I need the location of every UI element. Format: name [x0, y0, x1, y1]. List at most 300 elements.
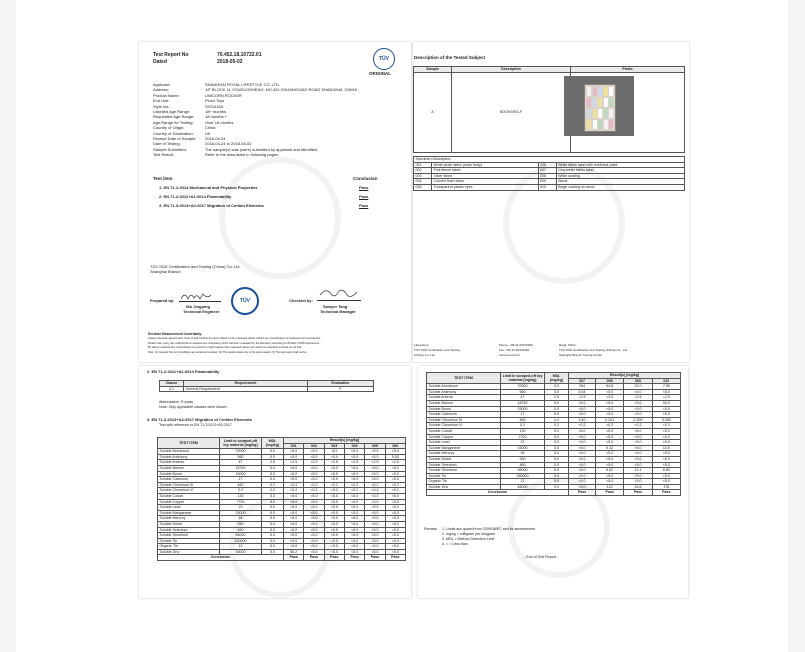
- sample-id: A: [414, 73, 452, 153]
- table-cell: <0.2: [324, 482, 344, 488]
- plush-toy-figure: [609, 98, 613, 107]
- table-cell: <5.0: [365, 549, 385, 555]
- sample-col-header: 001: [284, 443, 304, 449]
- sample-col-header: 009: [624, 378, 652, 384]
- plush-toy-figure: [593, 120, 597, 129]
- table-cell: <2.5: [344, 460, 364, 466]
- table-cell: Soluble Aluminium: [427, 384, 501, 390]
- checked-by-label: Checked by:: [289, 298, 313, 303]
- table-cell: Soluble Nickel: [427, 456, 501, 462]
- remark-line: 2. mg/kg = milligram per kilogram: [442, 532, 496, 536]
- field-key: Date of Testing:: [153, 141, 181, 147]
- field-value: S0110165: [205, 103, 223, 109]
- table-cell: <5.0: [365, 533, 385, 539]
- table-cell: 6.62: [596, 468, 624, 474]
- applicant-details: [153, 82, 403, 158]
- footer-line: Shanghai Branch Testing Center: [559, 353, 603, 357]
- table-cell: <5.0: [304, 477, 324, 483]
- checked-name: Sawyer Tang: [323, 304, 348, 309]
- field-row: [153, 152, 403, 157]
- table-cell: <5.0: [304, 521, 324, 527]
- table-cell: 130: [220, 493, 262, 499]
- field-key: Applicant:: [153, 82, 171, 87]
- table-cell: <5.0: [596, 440, 624, 446]
- specimen-cell: 003: [414, 173, 432, 179]
- table-cell: 5.54: [569, 389, 596, 395]
- sample-col-header: 002: [304, 443, 324, 449]
- specimen-table: [413, 156, 685, 191]
- sample-description: BOOKSHELF: [452, 73, 571, 153]
- table-cell: <0.2: [624, 423, 652, 429]
- table-cell: <5.0: [344, 516, 364, 522]
- table-cell: <5.0: [324, 544, 344, 550]
- table-cell: 0.2: [545, 417, 569, 423]
- table-cell: Soluble Copper: [427, 434, 501, 440]
- col-requirement: Requirement: [184, 381, 308, 387]
- disclaimer-line: Note: (1) General Terms & Conditions as mentioned overleaf. (2) The results relate only to the items tested. (3) The test report shall not be: [148, 350, 307, 354]
- table-cell: 5.0: [262, 544, 284, 550]
- specimen-cell: 006: [538, 162, 556, 168]
- table-cell: Soluble Tin: [427, 473, 501, 479]
- table-cell: 131: [324, 449, 344, 455]
- result-header: Result(s) [mg/kg]: [569, 373, 681, 379]
- table-cell: 5.0: [545, 406, 569, 412]
- table-cell: <5.0: [344, 510, 364, 516]
- table-cell: <0.2: [596, 423, 624, 429]
- migration-results-table-1: [157, 437, 406, 561]
- plush-toy-figure: [604, 109, 608, 118]
- table-cell: <5.0: [385, 505, 405, 511]
- table-cell: <5.0: [569, 406, 596, 412]
- table-cell: <0.2: [324, 488, 344, 494]
- report-page-results-1: [139, 366, 411, 598]
- specimen-cell: Wood: [556, 179, 684, 185]
- table-cell: <5.0: [344, 538, 364, 544]
- table-cell: 12: [220, 544, 262, 550]
- table-cell: <5.0: [304, 499, 324, 505]
- table-cell: Soluble Lead: [158, 505, 220, 511]
- table-cell: <5.0: [284, 521, 304, 527]
- table-cell: <5.0: [344, 471, 364, 477]
- conclusion-cell: Pass: [385, 555, 405, 561]
- table-cell: 10.5: [652, 445, 680, 451]
- table-cell: 94: [501, 451, 545, 457]
- tuv-logo-icon: TÜV: [373, 48, 395, 70]
- specimen-cell: White seating: [556, 173, 684, 179]
- field-key: Style No.:: [153, 103, 171, 109]
- field-key: Age Range for Testing:: [153, 119, 194, 125]
- table-cell: 15000: [501, 406, 545, 412]
- table-cell: <0.2: [344, 488, 364, 494]
- table-cell: <5.0: [365, 454, 385, 460]
- table-cell: <5.0: [596, 400, 624, 406]
- disclaimer-line: By taking measurement uncertainties into account it might happen that measured values can neither be assessed as Pass nor as Fail.: [148, 346, 302, 349]
- table-cell: Soluble Cadmium: [427, 412, 501, 418]
- report-page-results-2: [418, 366, 688, 598]
- col-header: Limit in scraped-off toy material [mg/kg]: [220, 438, 262, 449]
- remark-line: 4. < = Less than: [442, 542, 468, 546]
- conclusion-label: Conclusion: [158, 555, 284, 561]
- table-cell: <0.2: [284, 482, 304, 488]
- table-cell: 5.0: [545, 456, 569, 462]
- table-cell: 46000: [501, 484, 545, 490]
- table-cell: <5.0: [624, 406, 652, 412]
- table-cell: <5.0: [304, 544, 324, 550]
- table-cell: <5.0: [365, 493, 385, 499]
- watermark: [219, 157, 341, 279]
- specimen-cell: White plush fabric (main body): [432, 162, 539, 168]
- field-value: 2018-04-24 to 2018-05-02: [205, 141, 252, 147]
- specimen-cell: 009: [538, 179, 556, 185]
- col-description: Description: [452, 67, 571, 73]
- table-cell: <5.0: [385, 465, 405, 471]
- remark-label: Remark:: [424, 527, 438, 531]
- table-cell: 5.0: [545, 412, 569, 418]
- table-cell: <5.0: [304, 538, 324, 544]
- table-cell: <0.2: [304, 482, 324, 488]
- sample-col-header: 008: [596, 378, 624, 384]
- dated: 2018-05-02: [217, 59, 243, 65]
- table-cell: <5.0: [344, 499, 364, 505]
- table-cell: <5.0: [569, 400, 596, 406]
- table-cell: 0.201: [596, 417, 624, 423]
- table-cell: 394: [569, 384, 596, 390]
- field-key: Country of Destination:: [153, 130, 194, 136]
- specimen-cell: 008: [538, 173, 556, 179]
- table-cell: Soluble Barium: [158, 465, 220, 471]
- footer-line: Fax: +86 21 60376360: [499, 348, 530, 352]
- table-cell: <5.0: [324, 477, 344, 483]
- table-cell: <5.0: [385, 477, 405, 483]
- table-cell: 15000: [220, 471, 262, 477]
- specimen-cell: Silver fabric: [432, 173, 539, 179]
- specimen-cell: Pink fleece fabric: [432, 168, 539, 174]
- table-cell: Soluble Tin: [158, 538, 220, 544]
- table-cell: <5.0: [284, 499, 304, 505]
- table-cell: <5.0: [344, 454, 364, 460]
- prepared-name: Wu Jingping: [186, 304, 210, 309]
- table-cell: <5.0: [596, 473, 624, 479]
- table-cell: 3.40: [569, 417, 596, 423]
- table-cell: <5.0: [304, 549, 324, 555]
- table-cell: <5.0: [385, 538, 405, 544]
- flammability-title: 2. EN 71-2:2011+A1:2014 Flammability: [147, 369, 220, 374]
- table-cell: <5.0: [284, 544, 304, 550]
- table-cell: <5.0: [569, 479, 596, 485]
- test-name: 3. EN 71-3:2013+A2:2017 Migration of Certain Elements: [159, 203, 264, 208]
- conclusion-row: [427, 490, 681, 496]
- table-cell: <5.0: [365, 544, 385, 550]
- field-value: China: [205, 125, 216, 131]
- table-cell: <5.0: [652, 428, 680, 434]
- disclaimer-line: Unless otherwise agreed upon, Pass or Fail verdicts are given based on the measured values without any consideration of measurement uncertainties.: [148, 337, 322, 340]
- table-cell: <2.5: [284, 460, 304, 466]
- table-cell: <5.0: [385, 499, 405, 505]
- checked-title: Technical Manager: [320, 309, 356, 314]
- table-cell: <5.0: [385, 493, 405, 499]
- table-cell: <5.0: [652, 473, 680, 479]
- table-cell: 5.0: [545, 468, 569, 474]
- table-cell: 5.0: [545, 484, 569, 490]
- test-result: Pass: [359, 194, 369, 199]
- sample-col-header: 005: [365, 443, 385, 449]
- table-cell: 15000: [501, 445, 545, 451]
- field-value: 18 months +: [205, 114, 228, 120]
- table-cell: <5.0: [304, 454, 324, 460]
- footer-line: Regd. Office:: [559, 343, 577, 347]
- table-cell: Soluble Cobalt: [158, 493, 220, 499]
- table-cell: <5.0: [385, 471, 405, 477]
- table-cell: Organic Tin: [158, 544, 220, 550]
- table-cell: <5.0: [304, 510, 324, 516]
- field-value: 2018-04-24: [205, 136, 226, 142]
- table-cell: <5.0: [304, 465, 324, 471]
- table-cell: <5.0: [624, 462, 652, 468]
- table-cell: Soluble Aluminium: [158, 449, 220, 455]
- table-cell: Soluble Strontium: [158, 533, 220, 539]
- sample-col-header: 006: [385, 443, 405, 449]
- table-cell: <5.0: [652, 406, 680, 412]
- table-cell: 460: [501, 417, 545, 423]
- table-cell: <5.0: [324, 533, 344, 539]
- table-cell: <5.0: [569, 445, 596, 451]
- table-cell: 5.0: [545, 434, 569, 440]
- table-cell: 5.0: [545, 451, 569, 457]
- table-cell: <5.0: [596, 462, 624, 468]
- field-value: Over 18 months: [205, 119, 234, 125]
- plush-toy-figure: [587, 98, 591, 107]
- table-cell: <5.0: [624, 445, 652, 451]
- col-clause: Clause: [160, 381, 184, 387]
- table-cell: Soluble Selenium: [427, 462, 501, 468]
- report-page-cover: [139, 42, 411, 362]
- plush-toy-figure: [593, 98, 597, 107]
- table-cell: <5.0: [624, 389, 652, 395]
- test-name: 1. EN 71-1:2014 Mechanical and Physical Properties: [159, 185, 258, 190]
- table-cell: 54.3: [652, 400, 680, 406]
- table-cell: <5.0: [569, 428, 596, 434]
- table-cell: <5.0: [324, 505, 344, 511]
- table-cell: <5.0: [365, 499, 385, 505]
- table-cell: 5.0: [545, 384, 569, 390]
- table-cell: <2.5: [569, 395, 596, 401]
- table-cell: <2.5: [304, 460, 324, 466]
- table-cell: <5.0: [324, 493, 344, 499]
- table-cell: <5.0: [284, 533, 304, 539]
- table-cell: <5.0: [596, 456, 624, 462]
- specimen-cell: 010: [538, 184, 556, 190]
- table-cell: <5.0: [365, 449, 385, 455]
- plush-toy-figure: [587, 109, 591, 118]
- table-cell: 5.0: [262, 549, 284, 555]
- table-cell: <5.0: [365, 465, 385, 471]
- conclusion-label: Conclusion: [427, 490, 569, 496]
- plush-toy-figure: [587, 120, 591, 129]
- table-cell: <5.0: [344, 533, 364, 539]
- table-cell: 5.0: [262, 505, 284, 511]
- sample-col-header: 010: [652, 378, 680, 384]
- table-cell: <5.0: [304, 493, 324, 499]
- table-cell: Soluble Mercury: [427, 451, 501, 457]
- table-cell: <5.0: [569, 440, 596, 446]
- table-cell: 180000: [220, 538, 262, 544]
- table-cell: 54.8: [596, 384, 624, 390]
- specimen-cell: 007: [538, 168, 556, 174]
- specimen-title: Specimen Description: [414, 157, 685, 163]
- col-evaluation: Evaluation: [308, 381, 374, 387]
- table-cell: <0.2: [284, 488, 304, 494]
- field-value: UNICORN ROCKER: [205, 92, 242, 98]
- table-cell: Soluble Mercury: [158, 516, 220, 522]
- company-branch: Shanghai Branch: [150, 269, 181, 274]
- table-cell: <5.0: [284, 465, 304, 471]
- table-cell: 6.80: [652, 468, 680, 474]
- table-cell: 5.0: [545, 462, 569, 468]
- specimen-cell: White fabric label with red/black paint: [556, 162, 684, 168]
- table-cell: <5.0: [324, 471, 344, 477]
- field-value: Refer to the data listed in following pages: [205, 152, 279, 158]
- table-cell: 47: [501, 395, 545, 401]
- disclaimer-title: Decision Measurement Uncertainty:: [148, 332, 203, 336]
- table-cell: Soluble Arsenic: [158, 460, 220, 466]
- table-cell: <5.0: [344, 465, 364, 471]
- table-cell: 7.95: [652, 384, 680, 390]
- table-cell: <5.0: [365, 510, 385, 516]
- table-cell: <5.0: [596, 389, 624, 395]
- table-cell: <5.0: [569, 468, 596, 474]
- field-value: UK: [205, 130, 211, 136]
- table-cell: <5.0: [344, 549, 364, 555]
- table-cell: 130: [501, 428, 545, 434]
- table-cell: <5.0: [344, 544, 364, 550]
- table-cell: Soluble Strontium: [427, 468, 501, 474]
- table-cell: <5.0: [652, 456, 680, 462]
- table-cell: 5.0: [262, 527, 284, 533]
- table-cell: Soluble Antimony: [158, 454, 220, 460]
- table-cell: 0.2: [262, 482, 284, 488]
- table-cell: <5.0: [344, 493, 364, 499]
- table-cell: Soluble Chromium III: [427, 417, 501, 423]
- table-cell: Soluble Cobalt: [427, 428, 501, 434]
- plush-toy-figure: [609, 120, 613, 129]
- footer-line: (China) Co.,Ltd.: [414, 353, 436, 357]
- table-cell: 5.0: [262, 533, 284, 539]
- table-cell: <0.2: [385, 482, 405, 488]
- field-value: The sample(s) was (were) submitted by applicant and identified.: [205, 146, 319, 152]
- table-cell: 5.0: [262, 465, 284, 471]
- table-cell: 0.250: [652, 417, 680, 423]
- field-key: Requested Age Range:: [153, 114, 195, 120]
- table-cell: <5.0: [624, 412, 652, 418]
- table-cell: <2.5: [365, 460, 385, 466]
- field-key: Product Name:: [153, 92, 180, 98]
- table-cell: <5.0: [284, 471, 304, 477]
- table-cell: 5.0: [262, 499, 284, 505]
- footer-line: www.tuv-sud.cn: [499, 353, 521, 357]
- plush-toy-figure: [587, 87, 591, 96]
- table-cell: <2.5: [624, 395, 652, 401]
- sample-col-header: 007: [569, 378, 596, 384]
- table-cell: Organic Tin: [427, 479, 501, 485]
- conclusion-cell: Pass: [624, 490, 652, 496]
- conclusion-cell: Pass: [569, 490, 596, 496]
- field-key: Receipt Date of Sample:: [153, 136, 197, 142]
- table-cell: <5.0: [652, 434, 680, 440]
- table-cell: <5.0: [652, 451, 680, 457]
- table-cell: <5.0: [596, 451, 624, 457]
- table-cell: <5.0: [624, 456, 652, 462]
- table-cell: <5.0: [624, 479, 652, 485]
- table-cell: <5.0: [344, 449, 364, 455]
- table-cell: <5.0: [304, 471, 324, 477]
- table-cell: <5.0: [344, 521, 364, 527]
- prepared-by-label: Prepared by:: [150, 298, 175, 303]
- table-cell: 18750: [501, 400, 545, 406]
- table-cell: <2.5: [324, 460, 344, 466]
- table-cell: 560: [501, 389, 545, 395]
- plush-toy-figure: [609, 109, 613, 118]
- table-cell: Soluble Barium: [427, 400, 501, 406]
- table-cell: Soluble Selenium: [158, 527, 220, 533]
- table-cell: 46000: [220, 549, 262, 555]
- table-cell: 5.0: [262, 477, 284, 483]
- table-cell: <5.0: [344, 527, 364, 533]
- table-cell: <5.0: [344, 477, 364, 483]
- table-cell: <5.0: [624, 400, 652, 406]
- table-cell: <5.0: [324, 516, 344, 522]
- conclusion-cell: Pass: [365, 555, 385, 561]
- table-cell: <5.0: [385, 549, 405, 555]
- field-value: 18+ months: [205, 109, 227, 115]
- table-cell: <5.0: [624, 473, 652, 479]
- remark-line: 3. MDL = Method Detection Limit: [442, 537, 495, 541]
- conclusion-cell: Pass: [304, 555, 324, 561]
- field-key: Sample Submitted:: [153, 146, 187, 152]
- plush-toy-figure: [598, 87, 602, 96]
- table-cell: <0.2: [569, 423, 596, 429]
- table-cell: <5.0: [624, 451, 652, 457]
- table-cell: <5.0: [344, 505, 364, 511]
- table-cell: 56000: [220, 533, 262, 539]
- table-cell: Soluble Lead: [427, 440, 501, 446]
- field-key: Country of Origin:: [153, 125, 185, 131]
- table-cell: 930: [501, 456, 545, 462]
- table-cell: 5.0: [545, 389, 569, 395]
- table-cell: 5.0: [262, 454, 284, 460]
- table-cell: <5.0: [385, 510, 405, 516]
- table-cell: <5.0: [652, 462, 680, 468]
- description-title: Description of the Tested Subject: [414, 55, 486, 60]
- conclusion-row: [158, 555, 406, 561]
- end-of-report: - End of Test Report -: [524, 555, 559, 559]
- field-key: Labelled Age Range:: [153, 109, 191, 115]
- table-cell: 124: [596, 484, 624, 490]
- table-cell: <5.0: [365, 471, 385, 477]
- plush-toy-figure: [604, 98, 608, 107]
- table-cell: <5.0: [596, 406, 624, 412]
- table-cell: Soluble Cadmium: [158, 477, 220, 483]
- report-page-description: [413, 42, 689, 362]
- result-header: Result(s) [mg/kg]: [284, 438, 406, 444]
- table-cell: <0.2: [652, 423, 680, 429]
- table-cell: <5.0: [385, 544, 405, 550]
- table-cell: 5.0: [262, 449, 284, 455]
- table-cell: Soluble Manganese: [158, 510, 220, 516]
- table-cell: <0.2: [385, 488, 405, 494]
- table-cell: 5.0: [545, 479, 569, 485]
- plush-toy-figure: [593, 109, 597, 118]
- table-cell: <5.0: [284, 477, 304, 483]
